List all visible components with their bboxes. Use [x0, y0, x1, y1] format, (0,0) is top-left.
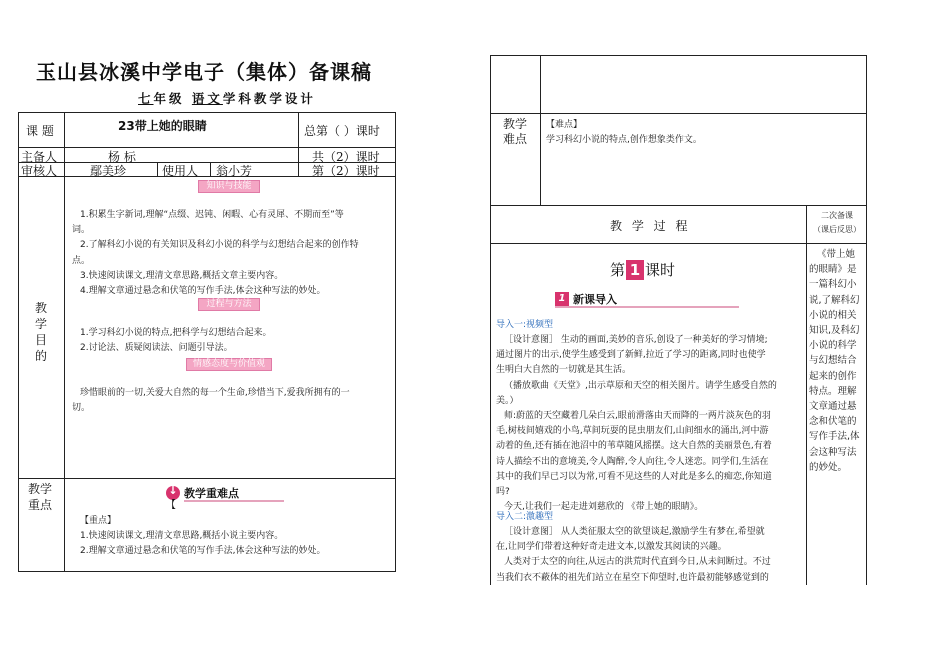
- process-item: 1.学习科幻小说的特点,把科学与幻想结合起来。: [80, 328, 272, 338]
- difficulty-text: 学习科幻小说的特点,创作想象类作文。: [546, 135, 702, 146]
- process-list: [80, 326, 390, 356]
- reflection-text: 《带上她 的眼睛》是 一篇科幻小 说,了解科幻 小说的相关 知识,及科幻 小说的科学 与幻想结合 起来的创作 特点。理解 文章通过悬 念和伏笔的 写作手法,体 会这种写法 的妙处。: [809, 249, 860, 473]
- section-badge: [555, 291, 617, 307]
- knowledge-item: 4.理解文章通过悬念和伏笔的写作手法,体会这种写法的妙处。: [80, 286, 326, 297]
- side-header: 二次备课 （课后反思）: [813, 211, 861, 234]
- grade-value: 七: [138, 91, 154, 106]
- section-title: 新课导入: [573, 293, 617, 306]
- reviewer-label: 审核人: [21, 164, 58, 178]
- knowledge-item: 2.了解科幻小说的有关知识及科幻小说的科学与幻想结合起来的创作特: [80, 240, 359, 251]
- intro1-body: ［设计意图］ 生动的画面,美妙的音乐,创设了一种美好的学习情境; 通过图片的出示,使学生感受到了新鲜,拉近了学习的距离,同时也使学 生明白大自然的一切就是其生活。 （播放歌曲《天堂》,出示草原和天空的相关图片。请学生感受自然的 美。） 师:蔚蓝的天空藏着几朵白云,眼前滑落由天而降的一两片淡灰色的羽 毛,树枝间嬉戏的小鸟,草间玩耍的昆虫朋友们,山间细水的涌出,河中游 动着的鱼,还有插在池沼中的苇草随风摇摆。这大自然的美丽景色,有着 诗人描绘不出的意境美,令人陶醉,令人向往,令人迷恋。同学们,生活在 其中的我们早已习以为常,可看不见这些的人对此是多么的痴恋,你知道 吗? 今天,让我们一起走进刘慈欣的 《带上她的眼睛》。: [496, 335, 777, 513]
- topic-label: 课 题: [26, 124, 54, 138]
- key-badge: ↓ 教学重难点: [166, 485, 239, 501]
- preparer-label: 主备人: [21, 150, 58, 164]
- preparer-name: 杨 标: [108, 150, 136, 164]
- key-bracket: 【: [166, 500, 176, 511]
- section-number: 1: [555, 292, 569, 306]
- user-name: 翁小芳: [216, 164, 253, 178]
- reviewer-name: 鄢美珍: [90, 164, 127, 178]
- knowledge-list: [72, 208, 392, 299]
- knowledge-item: 词。: [72, 225, 91, 236]
- process-item: 2.讨论法、质疑阅读法、问题引导法。: [80, 343, 233, 354]
- topic-title: 23带上她的眼睛: [118, 119, 207, 133]
- intro2-title: 导入二:激趣型: [496, 512, 554, 522]
- knowledge-item: 1.积累生字新词,理解“点缀、迟钝、闲暇、心有灵犀、不期而至”等: [80, 210, 344, 220]
- subtitle: [138, 89, 316, 107]
- knowledge-item: 3.快速阅读课文,理清文章思路,概括文章主要内容。: [80, 270, 284, 281]
- process-header: 教 学 过 程: [610, 219, 691, 233]
- goals-label: 教 学 目 的: [34, 301, 47, 363]
- key-tag: 【重点】: [80, 516, 117, 526]
- user-label: 使用人: [162, 164, 199, 178]
- total-hours: 总第（ ）课时: [304, 124, 380, 138]
- difficulty-label: 教学 难点: [503, 117, 528, 146]
- subject-value: 语文: [191, 91, 223, 106]
- banner-process: 过程与方法: [198, 298, 260, 311]
- difficulty-content: [546, 118, 846, 148]
- school-title: 玉山县冰溪中学电子（集体）备课稿: [36, 60, 372, 84]
- hours-a: 共（2）课时: [312, 150, 380, 164]
- key-item: 2.理解文章通过悬念和伏笔的写作手法,体会这种写法的妙处。: [80, 546, 326, 557]
- intro2-body: ［设计意图］ 从人类征服太空的欲望谈起,激励学生有梦在,希望就 在,让同学们带着这种好奇走进文本,以激发其阅读的兴趣。 人类对于太空的向往,从远古的洪荒时代直到今日,从未间断过。不过 当我们衣不蔽体的祖先们站立在星空下仰望时,也许最初能够感觉到的: [496, 527, 771, 583]
- subject-suffix: 学科教学设计: [222, 91, 316, 106]
- key-list: [80, 514, 390, 560]
- key-label: 教学 重点: [28, 482, 53, 512]
- banner-emotion: 情感态度与价值观: [186, 358, 272, 371]
- lesson-number: 1: [626, 260, 644, 280]
- hours-b: 第（2）课时: [312, 164, 380, 178]
- banner-knowledge: 知识与技能: [198, 180, 260, 193]
- grade-suffix: 年级: [153, 91, 185, 106]
- knowledge-item: 点。: [72, 255, 91, 266]
- intro1-title: 导入一:视频型: [496, 320, 554, 330]
- lesson-heading: 第 1 课时: [610, 261, 676, 279]
- key-item: 1.快速阅读课文,理清文章思路,概括小说主要内容。: [80, 531, 284, 542]
- difficulty-tag: 【难点】: [546, 120, 583, 130]
- emotion-text: 珍惜眼前的一切,关爱大自然的每一个生命,珍惜当下,爱我所拥有的一 切。: [72, 388, 350, 414]
